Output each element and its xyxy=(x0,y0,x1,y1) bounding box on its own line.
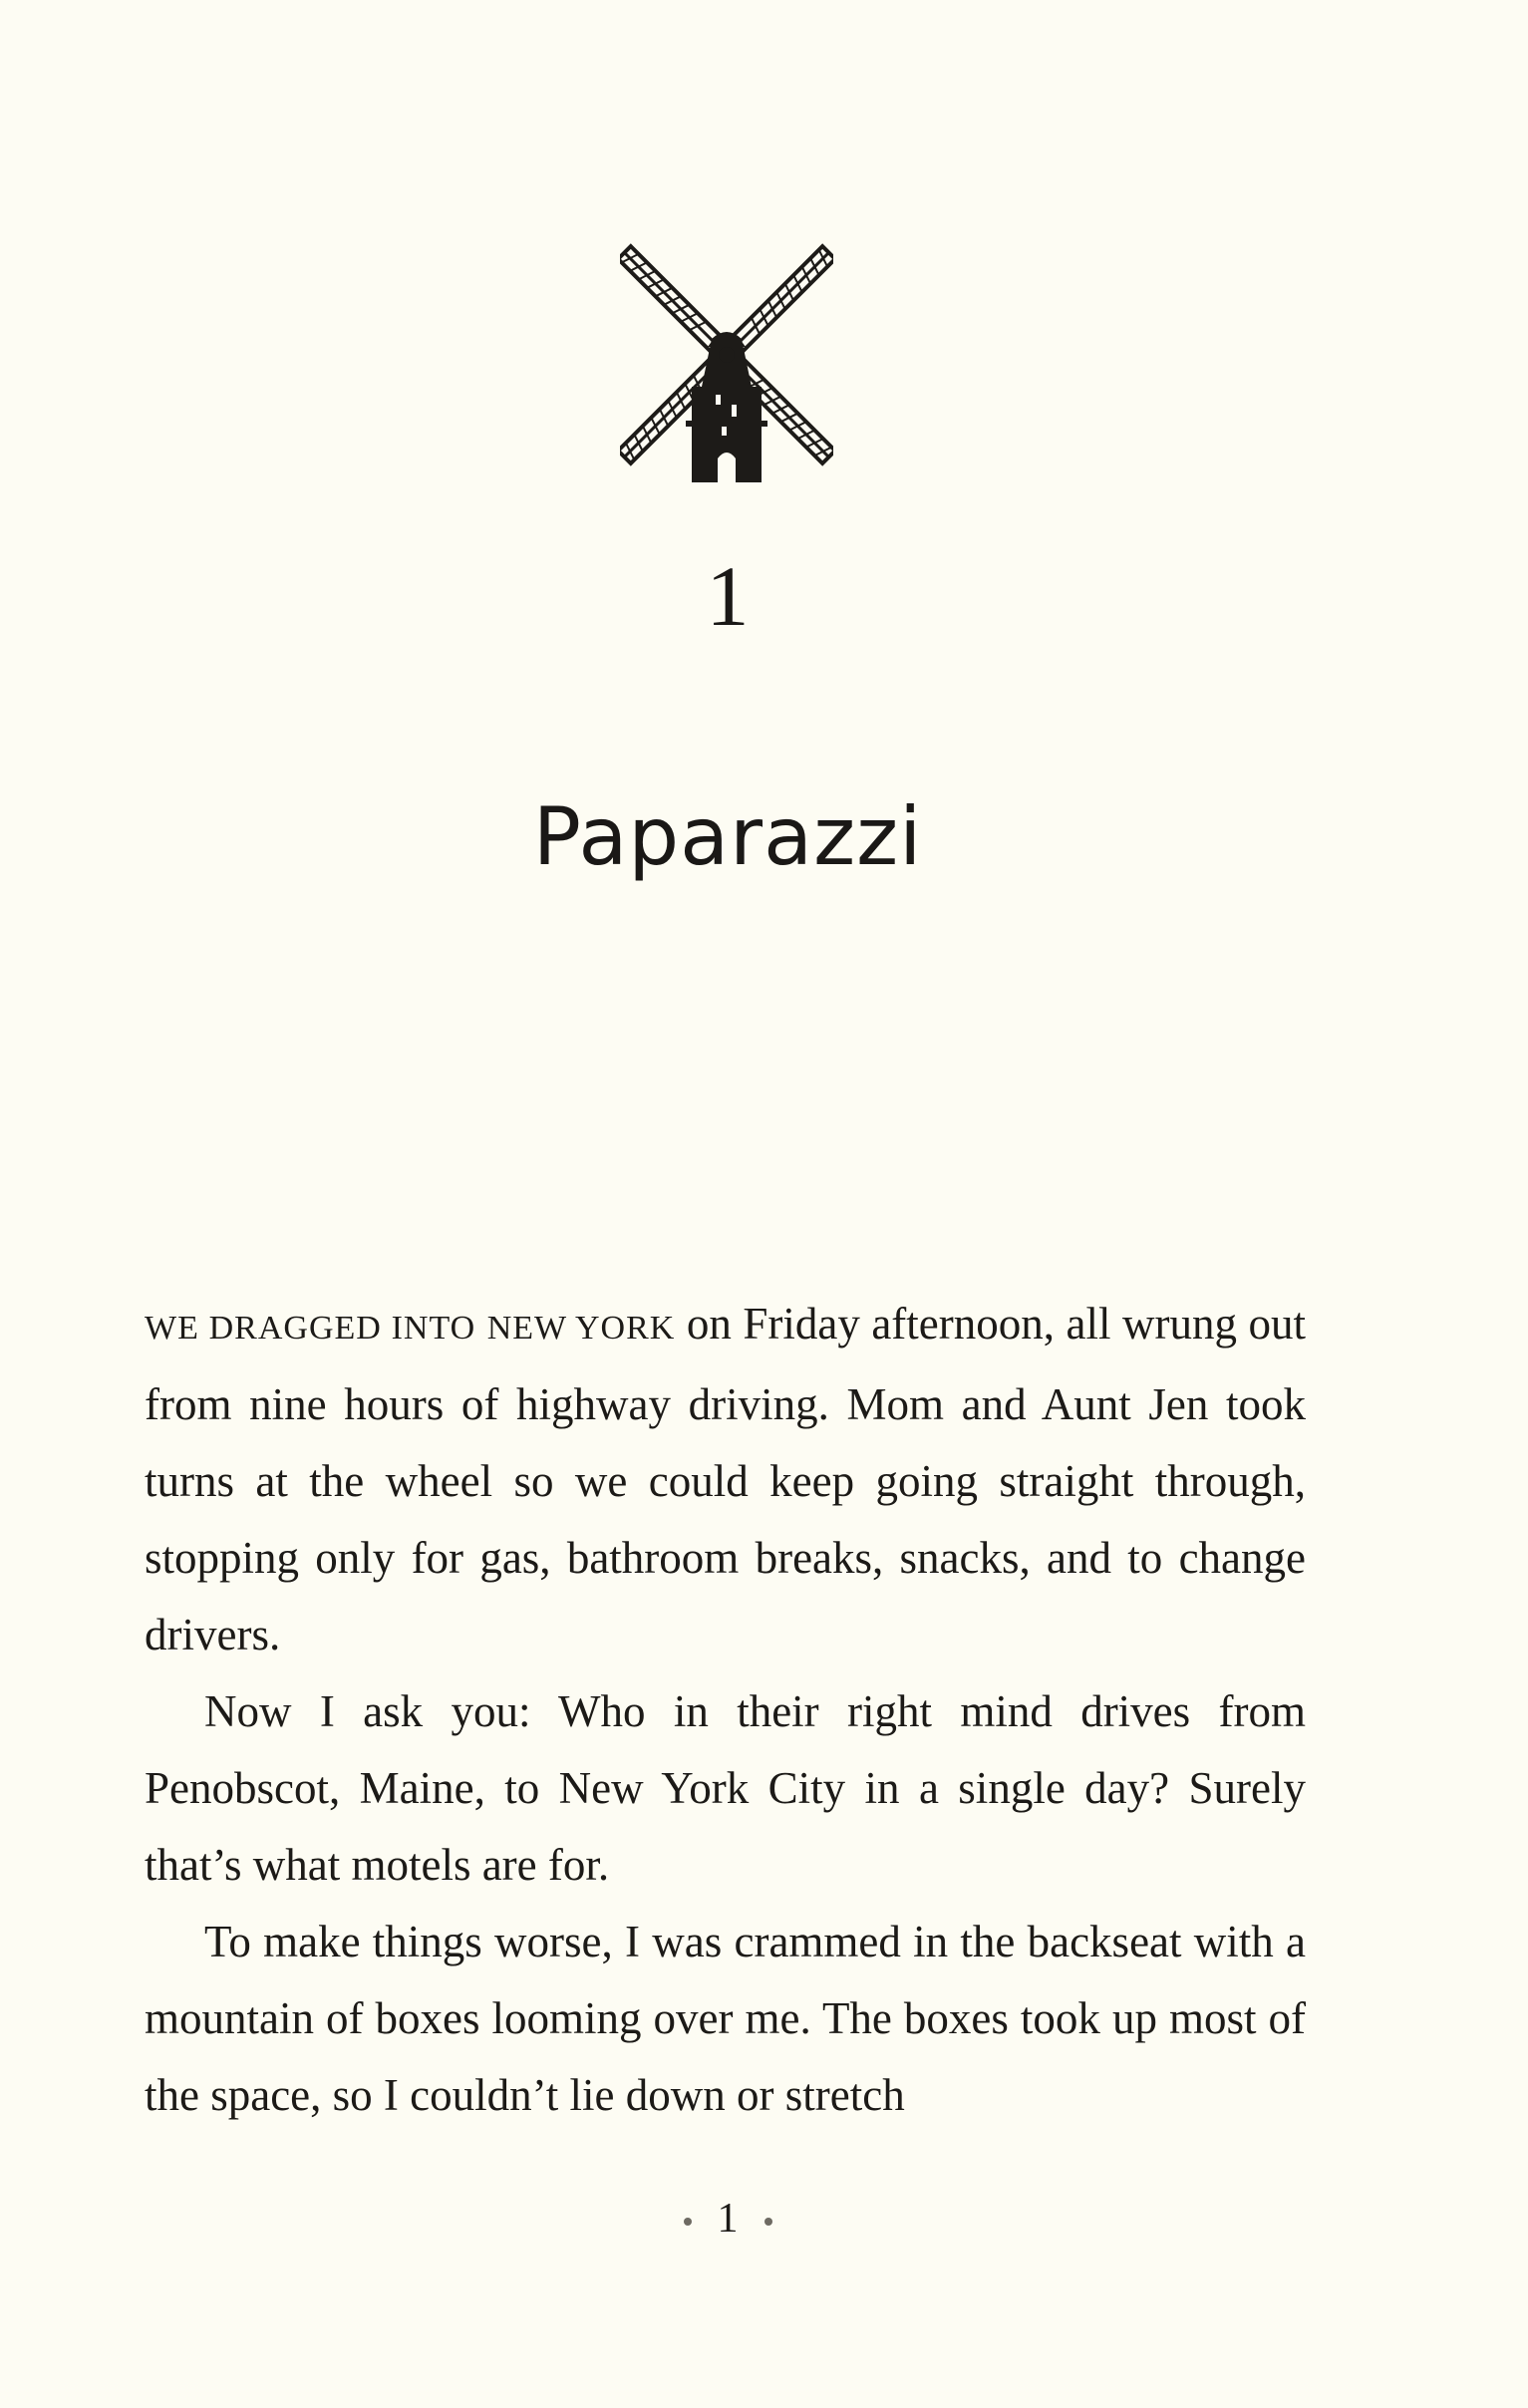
page-folio xyxy=(0,2198,1455,2240)
paragraph-1-text: on Friday afternoon, all wrung out from nine hours of highway driving. Mom and Aunt Jen took turns at the wheel so we could keep going straight through, stopping only for gas, bathroom breaks, snacks, and to change drivers. xyxy=(145,1299,1306,1659)
paragraph-3: To make things worse, I was crammed in the backseat with a mountain of boxes looming over me. The boxes took up most of the space, so I couldn’t lie down or stretch xyxy=(145,1917,1306,2120)
paragraph-1 xyxy=(145,1286,1306,1673)
windmill-icon xyxy=(620,227,833,486)
chapter-title: Paparazzi xyxy=(532,790,923,883)
folio-dot-right-icon xyxy=(764,2218,772,2226)
chapter-number: 1 xyxy=(706,548,750,644)
page-number: 1 xyxy=(717,2196,739,2242)
opening-smallcaps-2: NEW YORK xyxy=(486,1310,676,1347)
folio-dot-left-icon xyxy=(684,2218,692,2226)
opening-smallcaps-1: WE DRAGGED INTO xyxy=(145,1310,476,1347)
paragraph-2: Now I ask you: Who in their right mind drives from Penobscot, Maine, to New York City in a single day? Surely that’s what motels are for. xyxy=(145,1686,1306,1890)
chapter-body xyxy=(145,1286,1306,2134)
